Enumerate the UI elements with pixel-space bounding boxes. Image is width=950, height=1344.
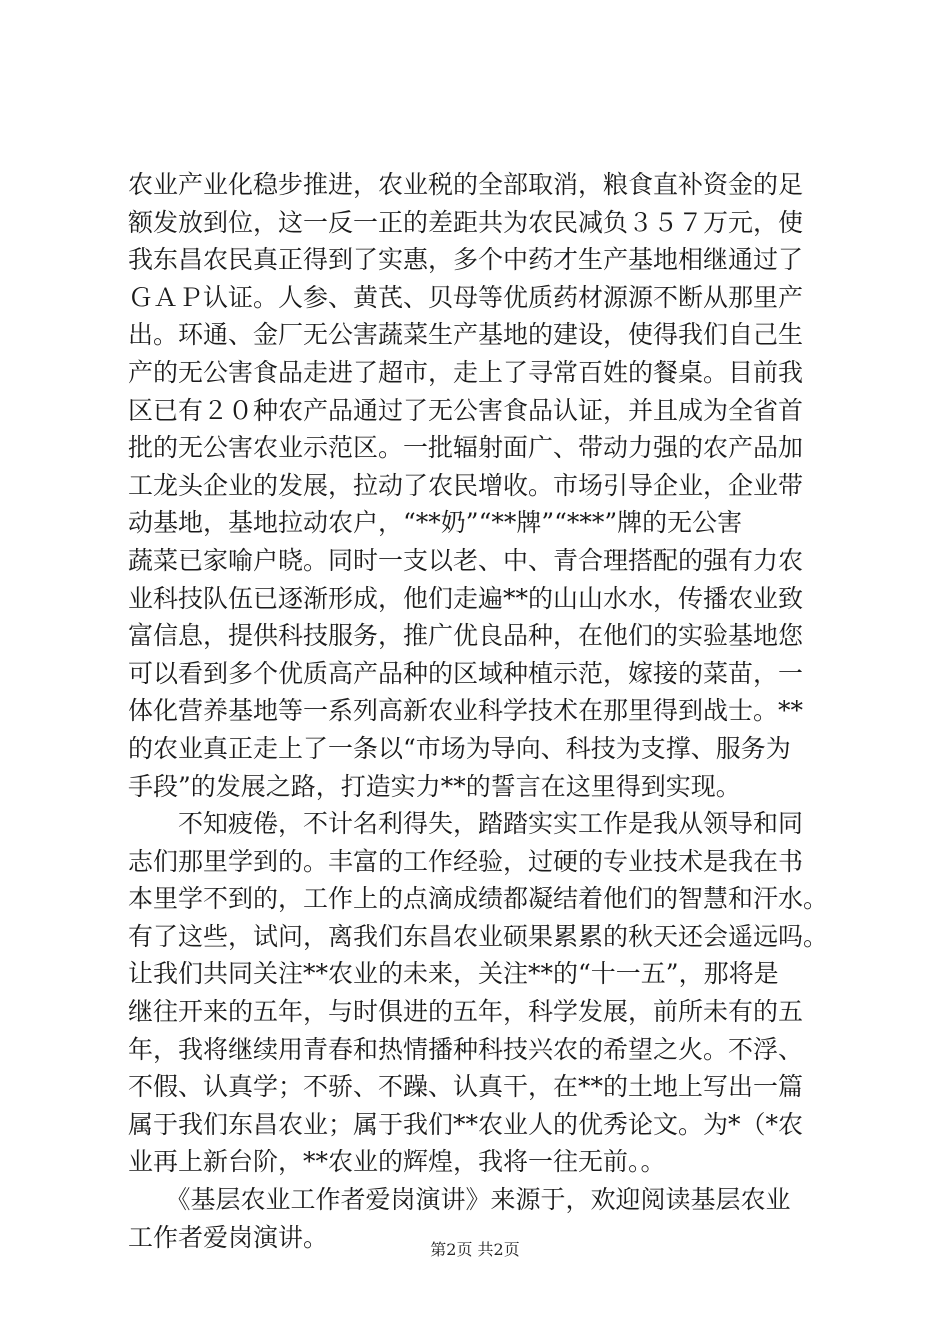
body-text xyxy=(128,166,848,1256)
text-line: 让我们共同关注**农业的未来，关注**的“十一五”，那将是 xyxy=(128,959,779,989)
text-line: ＧＡＰ认证。人参、黄芪、贝母等优质药材源源不断从那里产 xyxy=(128,282,804,312)
text-line: 继往开来的五年，与时俱进的五年，科学发展，前所未有的五 xyxy=(128,997,804,1027)
text-line: 我东昌农民真正得到了实惠，多个中药才生产基地相继通过了 xyxy=(128,245,804,275)
text-line: 的农业真正走上了一条以“市场为导向、科技为支撑、服务为 xyxy=(128,733,791,763)
text-line: 出。环通、金厂无公害蔬菜生产基地的建设，使得我们自己生 xyxy=(128,320,804,350)
text-line: 志们那里学到的。丰富的工作经验，过硬的专业技术是我在书 xyxy=(128,846,804,876)
text-line: 批的无公害农业示范区。一批辐射面广、带动力强的农产品加 xyxy=(128,433,804,463)
text-line: 可以看到多个优质高产品种的区域种植示范，嫁接的菜苗，一 xyxy=(128,658,804,688)
text-line: 蔬菜已家喻户晓。同时一支以老、中、青合理搭配的强有力农 xyxy=(128,545,804,575)
text-line: 工作者爱岗演讲。 xyxy=(128,1222,329,1252)
page-footer: 第2页 共2页 xyxy=(430,1240,520,1259)
text-line: 不假、认真学；不骄、不躁、认真干，在**的土地上写出一篇 xyxy=(128,1072,804,1102)
text-line: 体化营养基地等一系列高新农业科学技术在那里得到战士。** xyxy=(128,696,804,726)
text-line: 《基层农业工作者爱岗演讲》来源于，欢迎阅读基层农业 xyxy=(128,1185,791,1215)
text-line: 手段”的发展之路，打造实力**的誓言在这里得到实现。 xyxy=(128,771,741,801)
text-line: 业再上新台阶，**农业的辉煌，我将一往无前。。 xyxy=(128,1147,666,1177)
text-line: 本里学不到的，工作上的点滴成绩都凝结着他们的智慧和汗水。 xyxy=(128,884,829,914)
text-line: 动基地，基地拉动农户，“**奶”“**牌”“***”牌的无公害 xyxy=(128,508,743,538)
text-line: 业科技队伍已逐渐形成，他们走遍**的山山水水，传播农业致 xyxy=(128,583,804,613)
text-line: 区已有２０种农产品通过了无公害食品认证，并且成为全省首 xyxy=(128,395,804,425)
text-line: 工龙头企业的发展，拉动了农民增收。市场引导企业，企业带 xyxy=(128,470,804,500)
text-line: 产的无公害食品走进了超市，走上了寻常百姓的餐桌。目前我 xyxy=(128,357,804,387)
text-line: 农业产业化稳步推进，农业税的全部取消，粮食直补资金的足 xyxy=(128,170,804,199)
text-line: 有了这些，试问，离我们东昌农业硕果累累的秋天还会遥远吗。 xyxy=(128,921,829,951)
text-line: 富信息，提供科技服务，推广优良品种，在他们的实验基地您 xyxy=(128,621,804,651)
text-line: 属于我们东昌农业；属于我们**农业人的优秀论文。为*（*农 xyxy=(128,1109,804,1139)
text-line: 年，我将继续用青春和热情播种科技兴农的希望之火。不浮、 xyxy=(128,1034,804,1064)
text-line: 额发放到位，这一反一正的差距共为农民减负３５７万元，使 xyxy=(128,207,804,237)
text-line: 不知疲倦，不计名利得失，踏踏实实工作是我从领导和同 xyxy=(128,809,804,839)
